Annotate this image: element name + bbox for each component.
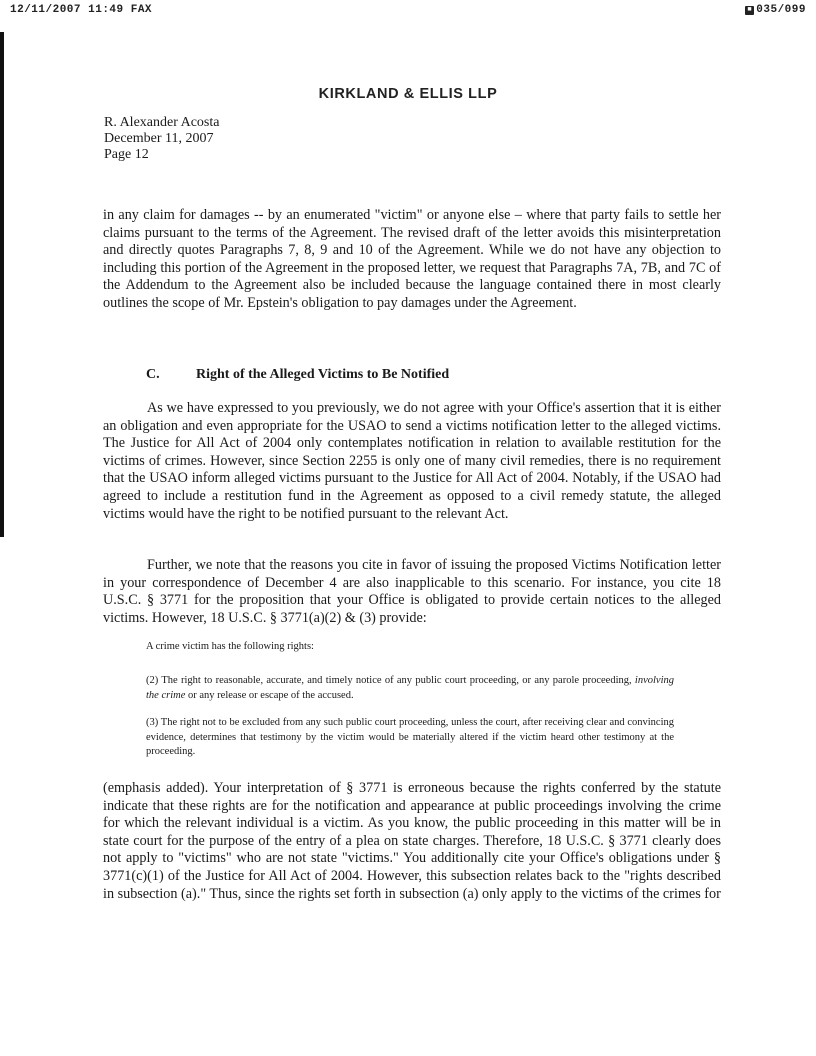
section-title: Right of the Alleged Victims to Be Notified <box>196 367 450 382</box>
body-paragraph-4: (emphasis added). Your interpretation of § 3771 is erroneous because the rights conferred by the statute indicate that these rights are for the notification and appearance at public proceedings involving the crime for which the relevant individual is a victim. As you know, the public proceeding in this matter will be in state court for the purpose of the entry of a plea on state charges. Therefore, 18 U.S.C. § 3771 clearly does not apply to "victims" who are not state "victims." You additionally cite your Office's obligations under § 3771(c)(1) of the Justice for All Act of 2004. However, this subsection relates back to the "rights described in subsection (a)." Thus, since the rights set forth in subsection (a) only apply to the victims of the crimes for <box>103 780 721 902</box>
fax-page-icon: ■ <box>745 6 754 15</box>
quote-intro: A crime victim has the following rights: <box>146 641 314 652</box>
fax-page-counter-group <box>745 4 806 16</box>
section-letter: C. <box>146 367 160 382</box>
page-label: Page 12 <box>104 147 149 162</box>
fax-page-counter: 035/099 <box>756 4 806 16</box>
fax-header <box>10 4 806 20</box>
body-paragraph-2: As we have expressed to you previously, we do not agree with your Office's assertion that it is either an obligation and even appropriate for the USAO to send a victims notification letter to the alleged victims. The Justice for All Act of 2004 only contemplates notification in relation to available restitution for the victims of crimes. However, since Section 2255 is only one of many civil remedies, there is no requirement that the USAO inform alleged victims pursuant to the Justice for All Act of 2004. Notably, if the USAO had agreed to include a restitution fund in the Agreement as opposed to a civil remedy statute, the alleged victims would have the right to be notified pursuant to the relevant Act. <box>103 400 721 522</box>
scan-edge-bar <box>0 32 4 537</box>
recipient-name: R. Alexander Acosta <box>104 115 220 130</box>
quote-2-text-before: (2) The right to reasonable, accurate, and timely notice of any public court proceeding, or any parole proceeding, <box>146 675 635 686</box>
quote-item-3: (3) The right not to be excluded from any such public court proceeding, unless the court, after receiving clear and convincing evidence, determines that testimony by the victim would be materially altered if the victim heard other testimony at the proceeding. <box>146 717 674 757</box>
quote-item-2 <box>146 674 674 703</box>
body-paragraph-3: Further, we note that the reasons you cite in favor of issuing the proposed Victims Notification letter in your correspondence of December 4 are also inapplicable to this scenario. For instance, you cite 18 U.S.C. § 3771 for the proposition that your Office is obligated to provide certain notices to the alleged victims. However, 18 U.S.C. § 3771(a)(2) & (3) provide: <box>103 557 721 626</box>
quote-2-emphasis: involving the crime <box>146 675 674 701</box>
fax-datetime: 12/11/2007 11:49 FAX <box>10 4 153 16</box>
quote-2-text-after: or any release or escape of the accused. <box>185 689 354 701</box>
address-block <box>104 115 219 163</box>
firm-letterhead: KIRKLAND & ELLIS LLP <box>318 86 498 102</box>
letter-date: December 11, 2007 <box>104 131 214 146</box>
body-paragraph-1: in any claim for damages -- by an enumerated "victim" or anyone else – where that party fails to settle her claims pursuant to the terms of the Agreement. The revised draft of the letter avoids this misinterpretation and directly quotes Paragraphs 7, 8, 9 and 10 of the Agreement. While we do not have any objection to including this portion of the Agreement in the proposed letter, we request that Paragraphs 7A, 7B, and 7C of the Addendum to the Agreement also be included because the language contained there in most clearly outlines the scope of Mr. Epstein's obligation to pay damages under the Agreement. <box>103 207 721 311</box>
section-heading-c <box>146 367 449 383</box>
